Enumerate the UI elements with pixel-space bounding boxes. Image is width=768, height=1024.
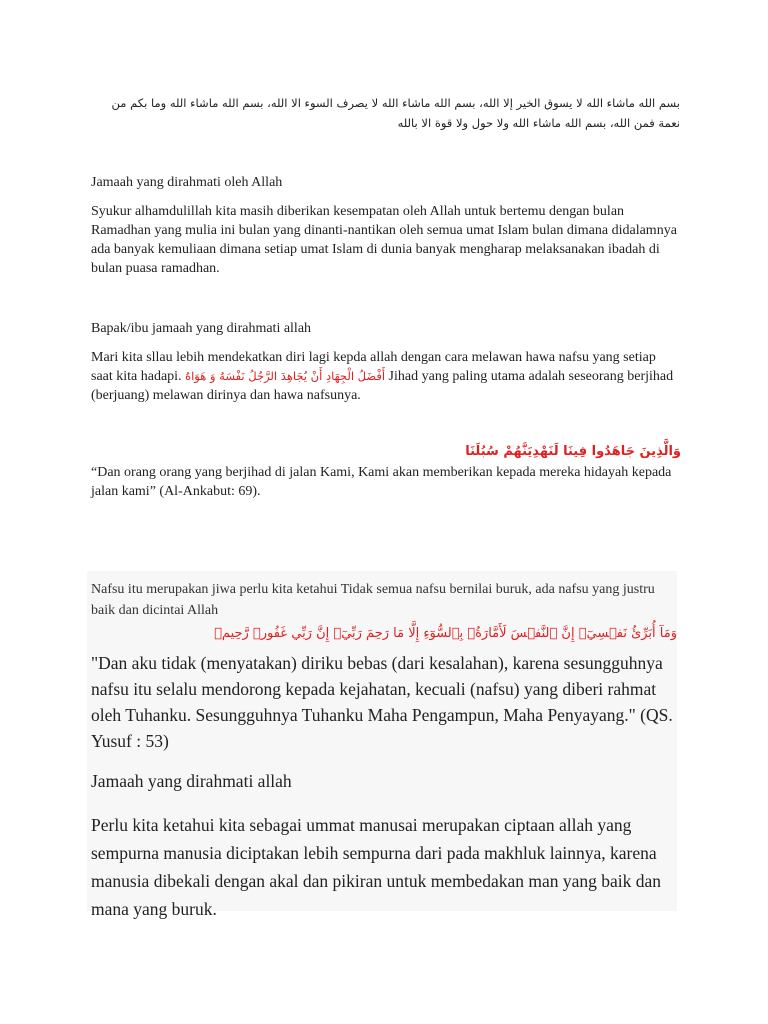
paragraph-ankabut-translation: “Dan orang orang yang berjihad di jalan Kami, Kami akan memberikan kepada mereka hidayah kepada jalan kami” (Al-Ankabut: 69). — [91, 465, 672, 499]
paragraph-yusuf-translation: "Dan aku tidak (menyatakan) diriku bebas (dari kesalahan), karena sesungguhnya nafsu itu selalu mendorong kepada kejahatan, kecuali (nafsu) yang diberi rahmat oleh Tuhanku. Sesungguhnya Tuhanku Maha Pengampun, Maha Penyayang." (QS. Yusuf : 53) — [91, 653, 673, 751]
paragraph-perlu: Perlu kita ketahui kita sebagai ummat manusai merupakan ciptaan allah yang sempurna manusia diciptakan lebih sempurna dari pada makhluk lainnya, karena manusia dibekali dengan akal dan pikiran untuk membedakan man yang baik dan mana yang buruk. — [91, 815, 662, 919]
paragraph-mari — [91, 348, 681, 405]
paragraph-mari-after: Jihad yang paling utama adalah seseorang berjihad (berjuang) melawan dirinya dan hawa nafsunya. — [91, 369, 674, 403]
heading-jamaah-2: Jamaah yang dirahmati allah — [91, 771, 292, 791]
intro-arabic-text: بسم الله ماشاء الله لا يسوق الخير إلا الله، بسم الله ماشاء الله لا يصرف السوء الا الله، بسم الله ماشاء الله وما بكم من نعمة فمن الله، بسم الله ماشاء الله ولا حول ولا قوة الا بالله — [111, 96, 680, 130]
paragraph-mari-before: Mari kita sllau lebih mendekatkan diri lagi kepda allah dengan cara melawan hawa nafsu yang setiap saat kita hadapi. — [91, 350, 656, 384]
ayat-yusuf-arabic: وَمَآ أُبَرِّئُ نَفۡسِيٓۚ إِنَّ ٱلنَّفۡسَ لَأَمَّارَةُۢ بِٱلسُّوٓءِ إِلَّا مَا رَحِمَ رَبِّيٓۚ إِنَّ رَبِّي غَفُورٞ رَّحِيمٞ — [214, 626, 677, 641]
heading-jamaah: Jamaah yang dirahmati oleh Allah — [91, 175, 283, 190]
hadith-arabic-inline: أَفْضَلُ الْجِهَادِ أَنْ يُجَاهِدَ الرَّجُلُ نَفْسَهُ وَ هَوَاهُ — [185, 369, 386, 383]
paragraph-nafsu: Nafsu itu merupakan jiwa perlu kita ketahui Tidak semua nafsu bernilai buruk, ada nafsu yang justru baik dan dicintai Allah — [91, 582, 655, 618]
heading-bapak-ibu: Bapak/ibu jamaah yang dirahmati allah — [91, 321, 312, 336]
ayat-ankabut-arabic: وَالَّذِينَ جَاهَدُوا فِينَا لَنَهْدِيَنَّهُمْ سُبُلَنَا — [465, 444, 681, 459]
paragraph-syukur: Syukur alhamdulillah kita masih diberikan kesempatan oleh Allah untuk bertemu dengan bulan Ramadhan yang mulia ini bulan yang dinanti-nantikan oleh semua umat Islam bulan dimana didalamnya ada banyak kemuliaan dimana setiap umat Islam di dunia banyak mengharap melaksanakan ibadah di bulan puasa ramadhan. — [91, 204, 677, 276]
